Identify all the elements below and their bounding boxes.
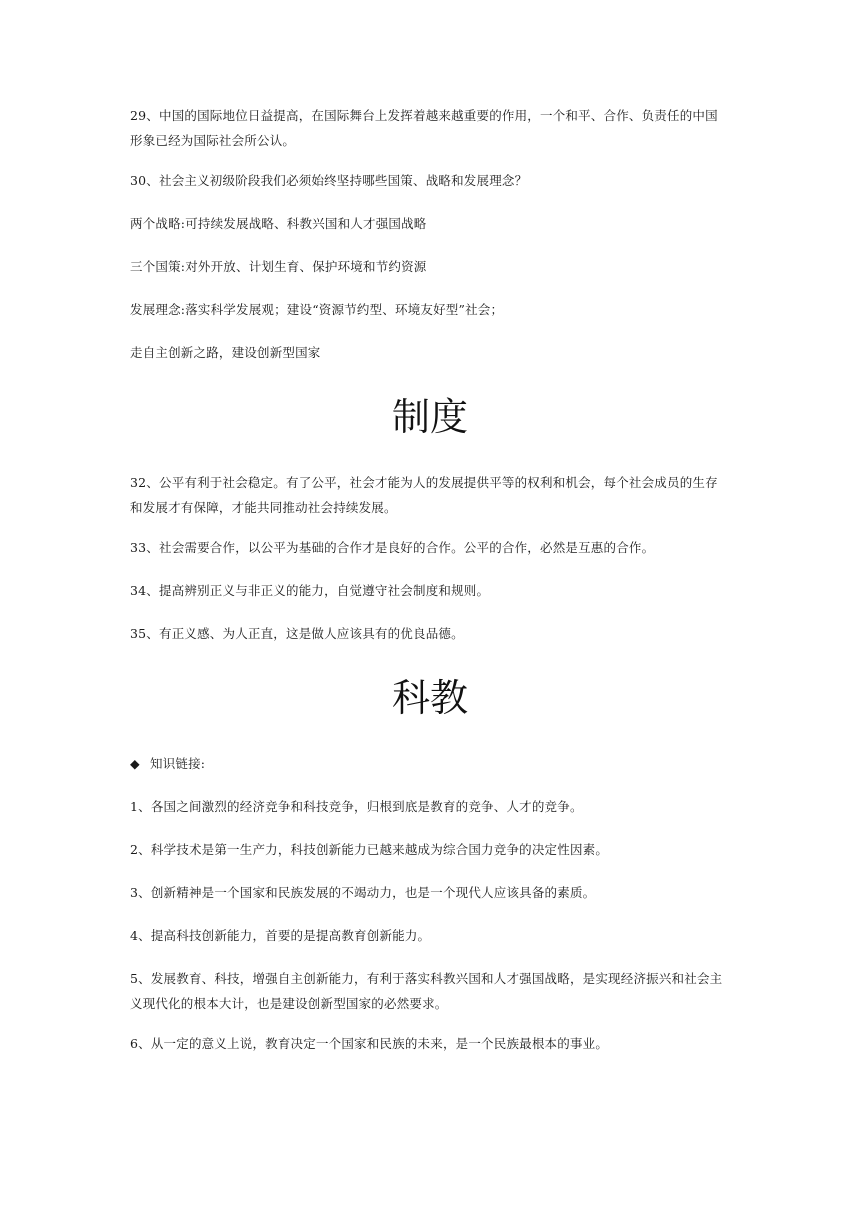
- knowledge-link-line: [130, 751, 730, 776]
- innovation-line: 走自主创新之路，建设创新型国家: [130, 345, 321, 360]
- paragraph-2: 2、科学技术是第一生产力，科技创新能力已越来越成为综合国力竞争的决定性因素。: [130, 842, 609, 857]
- section-heading-science-education: 科教: [391, 676, 468, 720]
- paragraph-29: 29、中国的国际地位日益提高，在国际舞台上发挥着越来越重要的作用，一个和平、合作、负责任的中国形象已经为国际社会所公认。: [130, 108, 718, 148]
- strategies-line: 两个战略:可持续发展战略、科教兴国和人才强国战略: [130, 216, 427, 231]
- paragraph-30: 30、社会主义初级阶段我们必须始终坚持哪些国策、战略和发展理念？: [130, 173, 528, 188]
- paragraph-4: 4、提高科技创新能力，首要的是提高教育创新能力。: [130, 928, 431, 943]
- paragraph-1: 1、各国之间激烈的经济竞争和科技竞争，归根到底是教育的竞争、人才的竞争。: [130, 799, 583, 814]
- section-heading-system: 制度: [391, 395, 468, 439]
- paragraph-35: 35、有正义感、为人正直，这是做人应该具有的优良品德。: [130, 626, 464, 641]
- paragraph-32: 32、公平有利于社会稳定。有了公平，社会才能为人的发展提供平等的权利和机会，每个社会成员的生存和发展才有保障，才能共同推动社会持续发展。: [130, 475, 718, 515]
- policies-line: 三个国策:对外开放、计划生育、保护环境和节约资源: [130, 259, 427, 274]
- paragraph-5: 5、发展教育、科技，增强自主创新能力，有利于落实科教兴国和人才强国战略，是实现经济振兴和社会主义现代化的根本大计，也是建设创新型国家的必然要求。: [130, 971, 723, 1011]
- paragraph-34: 34、提高辨别正义与非正义的能力，自觉遵守社会制度和规则。: [130, 583, 490, 598]
- paragraph-33: 33、社会需要合作，以公平为基础的合作才是良好的合作。公平的合作，必然是互惠的合作。: [130, 540, 655, 555]
- knowledge-link-label: 知识链接:: [150, 756, 206, 771]
- development-concept-line: 发展理念:落实科学发展观；建设“资源节约型、环境友好型”社会；: [130, 302, 504, 317]
- paragraph-6: 6、从一定的意义上说，教育决定一个国家和民族的未来，是一个民族最根本的事业。: [130, 1036, 609, 1051]
- paragraph-3: 3、创新精神是一个国家和民族发展的不竭动力，也是一个现代人应该具备的素质。: [130, 885, 596, 900]
- diamond-bullet-icon: ◆: [130, 756, 140, 771]
